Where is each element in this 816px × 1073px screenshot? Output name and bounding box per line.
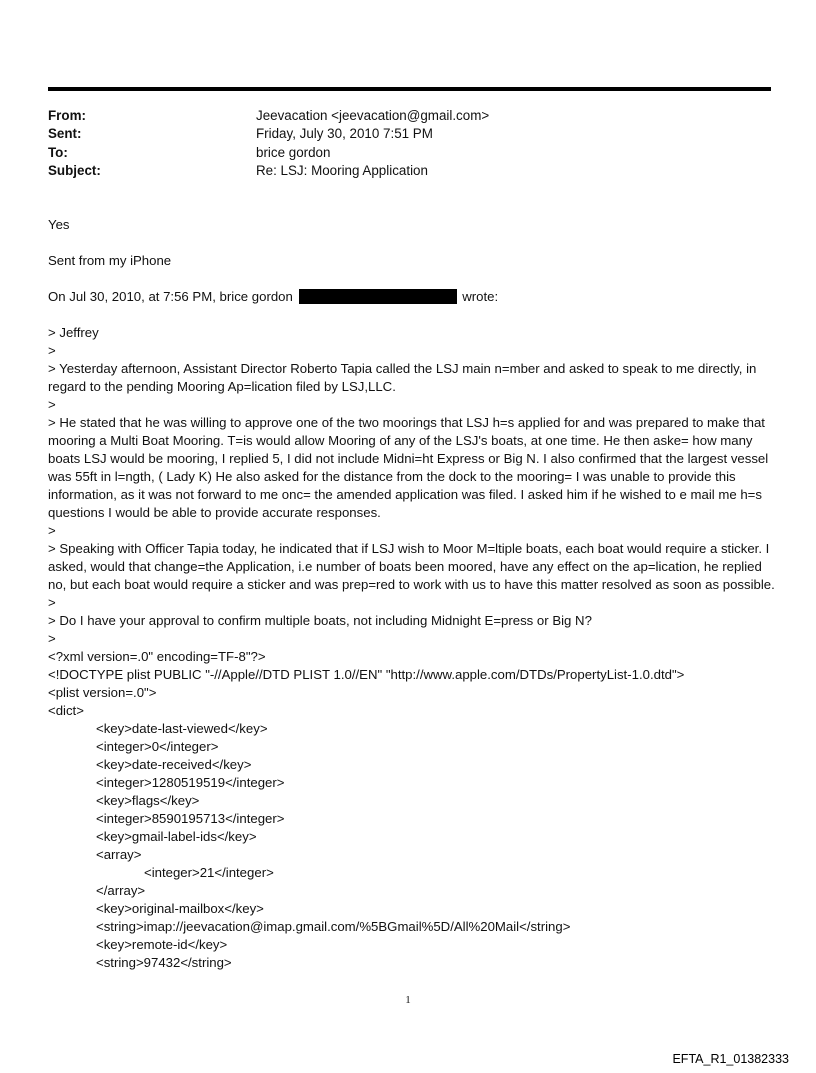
quoted-line: > — [48, 397, 56, 412]
xml-line: <plist version=.0"> — [48, 685, 157, 700]
sent-label: Sent: — [48, 126, 82, 142]
subject-value: Re: LSJ: Mooring Application — [256, 163, 428, 179]
xml-line: <key>remote-id</key> — [96, 937, 228, 952]
to-value: brice gordon — [256, 144, 331, 160]
xml-line: <key>date-received</key> — [96, 757, 252, 772]
to-row — [48, 144, 489, 162]
quoted-line: > Yesterday afternoon, Assistant Director Roberto Tapia called the LSJ main n=mber and asked to speak to me directly, in regard to the pending Mooring Ap=lication filed by LSJ,LLC. — [48, 361, 757, 394]
page-number: 1 — [405, 994, 411, 1006]
reply-text: Yes — [48, 217, 70, 232]
subject-row — [48, 162, 489, 180]
xml-line: <!DOCTYPE plist PUBLIC "-//Apple//DTD PLIST 1.0//EN" "http://www.apple.com/DTDs/PropertyList-1.0.dtd"> — [48, 667, 685, 682]
xml-line: <dict> — [48, 703, 84, 718]
subject-label: Subject: — [48, 163, 101, 179]
quoted-line: > — [48, 631, 56, 646]
xml-line: </array> — [96, 883, 146, 898]
email-body — [48, 216, 778, 972]
xml-line: <?xml version=.0" encoding=TF-8"?> — [48, 649, 266, 664]
quote-attribution — [48, 288, 778, 306]
xml-line: <key>date-last-viewed</key> — [96, 721, 268, 736]
attribution-suffix: wrote: — [462, 289, 499, 304]
quoted-line: > — [48, 595, 56, 610]
sent-row — [48, 125, 489, 143]
quoted-line: > Jeffrey — [48, 325, 99, 340]
quoted-line: > Speaking with Officer Tapia today, he indicated that if LSJ wish to Moor M=ltiple boats, each boat would require a sticker. I asked, would that change=the Application, i.e number of boats been moored, have any effect on the ap=lication, he replied no, but each boat would require a sticker and was prep=red to work with us to have this matter resolved as soon as possible. — [48, 541, 775, 592]
plist-xml-block — [48, 648, 778, 972]
sent-value: Friday, July 30, 2010 7:51 PM — [256, 126, 433, 142]
header-rule — [48, 87, 771, 91]
xml-line: <key>original-mailbox</key> — [96, 901, 264, 916]
xml-line: <integer>8590195713</integer> — [96, 811, 285, 826]
xml-line: <integer>21</integer> — [144, 865, 274, 880]
quoted-line: > — [48, 523, 56, 538]
quoted-line: > He stated that he was willing to approve one of the two moorings that LSJ h=s applied for and was prepared to make that mooring a Multi Boat Mooring. T=is would allow Mooring of any of the LSJ's boats, at one time. He then aske= how many boats LSJ would be mooring, I replied 5, I did not include Midni=ht Express or Big N. I also confirmed that the largest vessel was 55ft in l=ngth, ( Lady K) He also asked for the distance from the dock to the mooring= I was unable to provide this information, as it was not forward to me onc= the amended application was filed. I asked him if he wished to e mail me h=s questions I would be able to provide accurate responses. — [48, 415, 769, 520]
email-header — [48, 107, 489, 181]
quoted-message — [48, 324, 778, 648]
xml-line: <integer>1280519519</integer> — [96, 775, 285, 790]
quoted-line: > Do I have your approval to confirm multiple boats, not including Midnight E=press or Big N? — [48, 613, 592, 628]
xml-line: <key>flags</key> — [96, 793, 200, 808]
document-id: EFTA_R1_01382333 — [672, 1052, 789, 1066]
signature-text: Sent from my iPhone — [48, 253, 172, 268]
from-value: Jeevacation <jeevacation@gmail.com> — [256, 108, 490, 123]
redaction-box — [299, 289, 457, 304]
from-row — [48, 107, 489, 125]
to-label: To: — [48, 144, 68, 160]
xml-line: <integer>0</integer> — [96, 739, 219, 754]
xml-line: <string>imap://jeevacation@imap.gmail.com/%5BGmail%5D/All%20Mail</string> — [96, 919, 571, 934]
xml-line: <key>gmail-label-ids</key> — [96, 829, 257, 844]
xml-line: <array> — [96, 847, 142, 862]
from-label: From: — [48, 108, 86, 123]
xml-line: <string>97432</string> — [96, 955, 232, 970]
attribution-prefix: On Jul 30, 2010, at 7:56 PM, brice gordon — [48, 289, 293, 304]
quoted-line: > — [48, 343, 56, 358]
